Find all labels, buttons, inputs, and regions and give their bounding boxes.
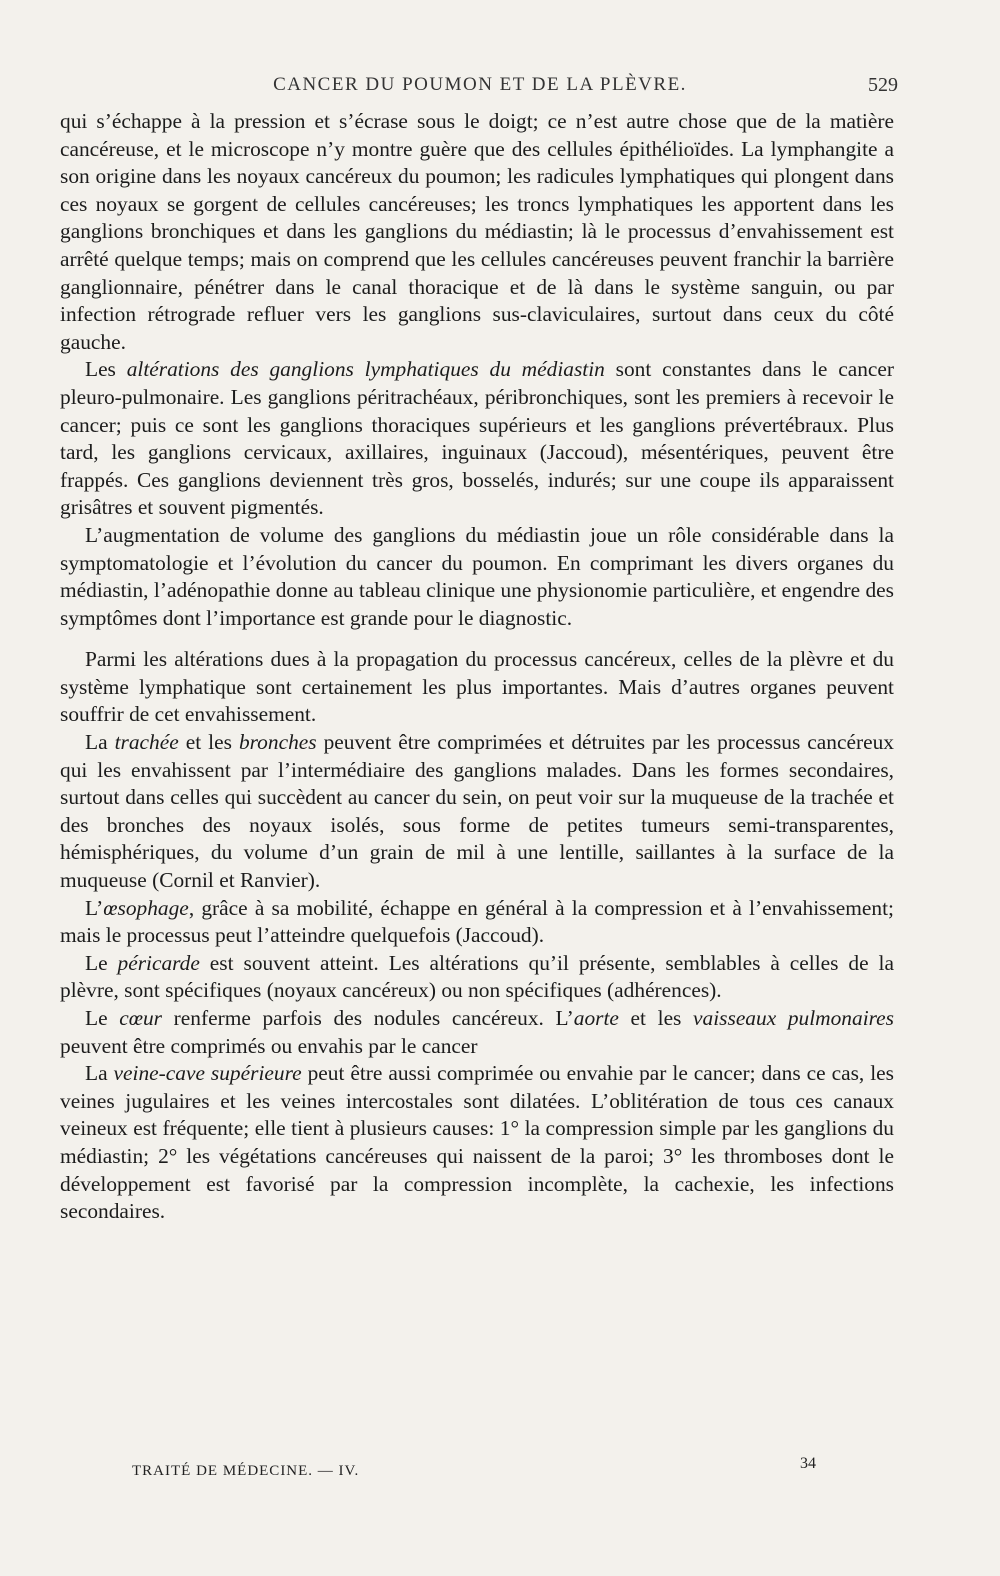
paragraph bbox=[60, 1005, 894, 1060]
page-number: 529 bbox=[868, 74, 898, 96]
text-run: Le bbox=[85, 1006, 120, 1030]
body-text bbox=[60, 108, 894, 1226]
italic-term: aorte bbox=[573, 1006, 619, 1030]
paragraph bbox=[60, 1060, 894, 1226]
text-run: qui s’échappe à la pression et s’écrase sous le doigt; ce n’est autre chose que de la matière cancéreuse, et le microscope n’y montre guère que des cellules épithélioïdes. La lymphangite a son origine dans les noyaux cancéreux du poumon; les radicules lymphatiques qui plongent dans ces noyaux se gorgent de cellules cancéreuses; les troncs lymphatiques les apportent dans les ganglions bronchiques et dans les ganglions du médiastin; là le processus d’envahissement est arrêté quelque temps; mais on comprend que les cellules cancéreuses peuvent franchir la barrière ganglionnaire, pénétrer dans le canal thoracique et de là dans le système sanguin, ou par infection rétrograde refluer vers les ganglions sus-claviculaires, surtout dans ceux du côté gauche. bbox=[60, 109, 894, 354]
italic-term: péricarde bbox=[117, 950, 200, 975]
italic-term: œsophage bbox=[103, 895, 189, 920]
italic-term: trachée bbox=[114, 730, 179, 755]
paragraph bbox=[60, 646, 894, 729]
text-run: renferme parfois des nodules cancéreux. L’ bbox=[162, 1006, 574, 1030]
running-title: CANCER DU POUMON ET DE LA PLÈVRE. bbox=[273, 74, 687, 95]
text-run: La bbox=[85, 730, 115, 755]
italic-term: vaisseaux pulmonaires bbox=[693, 1006, 894, 1030]
paragraph bbox=[60, 522, 894, 632]
text-run: Les bbox=[85, 357, 127, 382]
paragraph bbox=[60, 108, 894, 356]
text-run: et les bbox=[178, 730, 239, 755]
text-run: peut être aussi comprimée ou envahie par le cancer; dans ce cas, les veines jugulaires et les veines intercostales sont dilatées. L’oblitération de tous ces canaux veineux est fréquente; elle tient à plusieurs causes: 1° la compression simple par les ganglions du médiastin; 2° les végétations cancéreuses qui naissent de la paroi; 3° les thromboses dont le développement est favorisé par la compression incomplète, la cachexie, les infections secondaires. bbox=[60, 1061, 894, 1224]
text-run: L’augmentation de volume des ganglions du médiastin joue un rôle considérable dans la symptomatologie et l’évolution du cancer du poumon. En comprimant les divers organes du médiastin, l’adénopathie donne au tableau clinique une physionomie particulière, et engendre des symptômes dont l’importance est grande pour le diagnostic. bbox=[60, 522, 894, 630]
italic-term: altérations des ganglions lymphatiques du médiastin bbox=[126, 357, 605, 382]
text-run: peuvent être comprimées et détruites par les processus cancéreux qui les envahissent par l’intermédiaire des ganglions malades. Dans les formes secondaires, surtout dans celles qui succèdent au cancer du sein, on peut voir sur la muqueuse de la trachée et des bronches des noyaux isolés, sous forme de petites tumeurs semi-transparentes, hémisphériques, du volume d’un grain de mil à une lentille, saillantes à la surface de la muqueuse (Cornil et Ranvier). bbox=[60, 730, 894, 893]
text-run: , grâce à sa mobilité, échappe en général à la compression et à l’envahissement; mais le processus peut l’atteindre quelquefois (Jaccoud). bbox=[60, 895, 894, 948]
text-run: Parmi les altérations dues à la propagation du processus cancéreux, celles de la plèvre et du système lymphatique sont certainement les plus importantes. Mais d’autres organes peuvent souffrir de cet envahissement. bbox=[60, 647, 894, 727]
italic-term: bronches bbox=[238, 730, 317, 755]
paragraph bbox=[60, 356, 894, 522]
footer-book-title: TRAITÉ DE MÉDECINE. — IV. bbox=[132, 1463, 360, 1479]
paragraph bbox=[60, 895, 894, 950]
text-run: peuvent être comprimés ou envahis par le cancer bbox=[60, 1033, 478, 1058]
text-run: Le bbox=[85, 950, 118, 975]
text-run: L’ bbox=[85, 895, 104, 920]
footer-signature: 34 bbox=[800, 1455, 816, 1472]
paragraph bbox=[60, 729, 894, 895]
italic-term: cœur bbox=[119, 1006, 162, 1030]
text-run: sont constantes dans le cancer pleuro-pulmonaire. Les ganglions péritrachéaux, péribronchiques, sont les premiers à recevoir le cancer; puis ce sont les ganglions thoraciques supérieurs et les ganglions prévertébraux. Plus tard, les ganglions cervicaux, axillaires, inguinaux (Jaccoud), mésentériques, peuvent être frappés. Ces ganglions deviennent très gros, bosselés, indurés; sur une coupe ils apparaissent grisâtres et souvent pigmentés. bbox=[60, 357, 895, 520]
text-run: La bbox=[85, 1061, 114, 1086]
text-run: est souvent atteint. Les altérations qu’il présente, semblables à celles de la plèvre, sont spécifiques (noyaux cancéreux) ou non spécifiques (adhérences). bbox=[60, 950, 894, 1003]
paragraph bbox=[60, 950, 894, 1005]
italic-term: veine-cave supérieure bbox=[113, 1061, 302, 1086]
text-run: et les bbox=[618, 1006, 694, 1030]
